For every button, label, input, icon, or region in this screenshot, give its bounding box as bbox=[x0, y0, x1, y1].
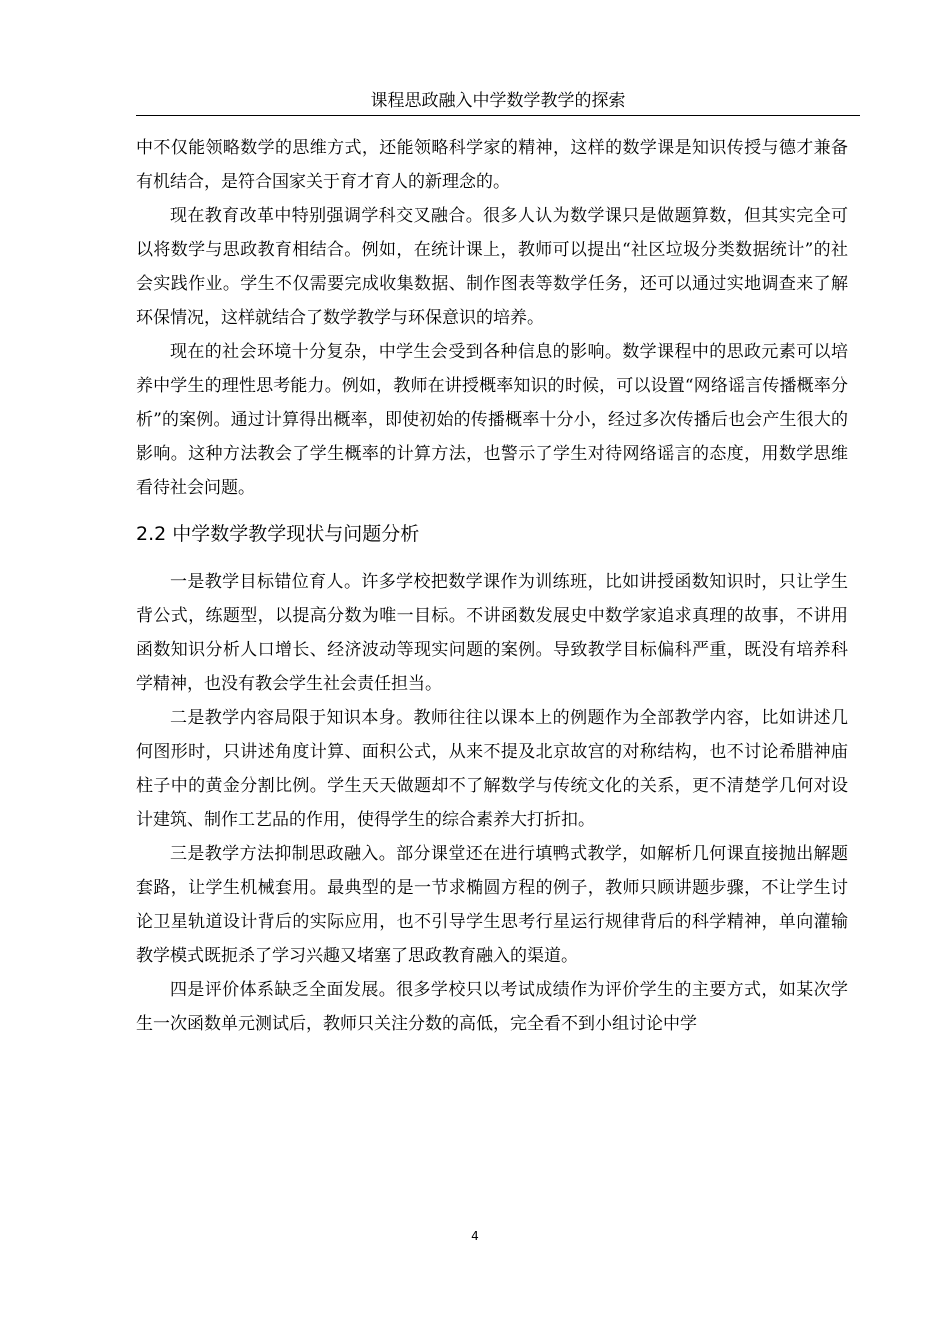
paragraph-rational-thinking: 现在的社会环境十分复杂，中学生会受到各种信息的影响。数学课程中的思政元素可以培养中学生的理性思考能力。例如，教师在讲授概率知识的时候，可以设置“网络谣言传播概率分析”的案例。通过计算得出概率，即使初始的传播概率十分小，经过多次传播后也会产生很大的影响。这种方法教会了学生概率的计算方法，也警示了学生对待网络谣言的态度，用数学思维看待社会问题。 bbox=[136, 342, 848, 498]
paragraph-continued: 中不仅能领略数学的思维方式，还能领略科学家的精神，这样的数学课是知识传授与德才兼备有机结合，是符合国家关于育才育人的新理念的。 bbox=[136, 138, 848, 192]
paragraph-problem-1: 一是教学目标错位育人。许多学校把数学课作为训练班，比如讲授函数知识时，只让学生背公式，练题型，以提高分数为唯一目标。不讲函数发展史中数学家追求真理的故事，不讲用函数知识分析人口增长、经济波动等现实问题的案例。导致教学目标偏科严重，既没有培养科学精神，也没有教会学生社会责任担当。 bbox=[136, 572, 848, 694]
paragraph-problem-4: 四是评价体系缺乏全面发展。很多学校只以考试成绩作为评价学生的主要方式，如某次学生一次函数单元测试后，教师只关注分数的高低，完全看不到小组讨论中学 bbox=[136, 980, 848, 1034]
paragraph-problem-2: 二是教学内容局限于知识本身。教师往往以课本上的例题作为全部教学内容，比如讲述几何图形时，只讲述角度计算、面积公式，从来不提及北京故宫的对称结构，也不讨论希腊神庙柱子中的黄金分割比例。学生天天做题却不了解数学与传统文化的关系，更不清楚学几何对设计建筑、制作工艺品的作用，使得学生的综合素养大打折扣。 bbox=[136, 708, 848, 830]
section-heading: 2.2 中学数学教学现状与问题分析 bbox=[136, 523, 420, 545]
body-text bbox=[136, 131, 848, 1041]
paragraph-problem-3: 三是教学方法抑制思政融入。部分课堂还在进行填鸭式教学，如解析几何课直接抛出解题套路，让学生机械套用。最典型的是一节求椭圆方程的例子，教师只顾讲题步骤，不让学生讨论卫星轨道设计背后的实际应用，也不引导学生思考行星运行规律背后的科学精神，单向灌输教学模式既扼杀了学习兴趣又堵塞了思政教育融入的渠道。 bbox=[136, 844, 848, 966]
paragraph-interdisciplinary: 现在教育改革中特别强调学科交叉融合。很多人认为数学课只是做题算数，但其实完全可以将数学与思政教育相结合。例如，在统计课上，教师可以提出“社区垃圾分类数据统计”的社会实践作业。学生不仅需要完成收集数据、制作图表等数学任务，还可以通过实地调查来了解环保情况，这样就结合了数学教学与环保意识的培养。 bbox=[136, 206, 848, 328]
running-header: 课程思政融入中学数学教学的探索 bbox=[136, 90, 860, 116]
page-number: 4 bbox=[471, 1229, 479, 1243]
